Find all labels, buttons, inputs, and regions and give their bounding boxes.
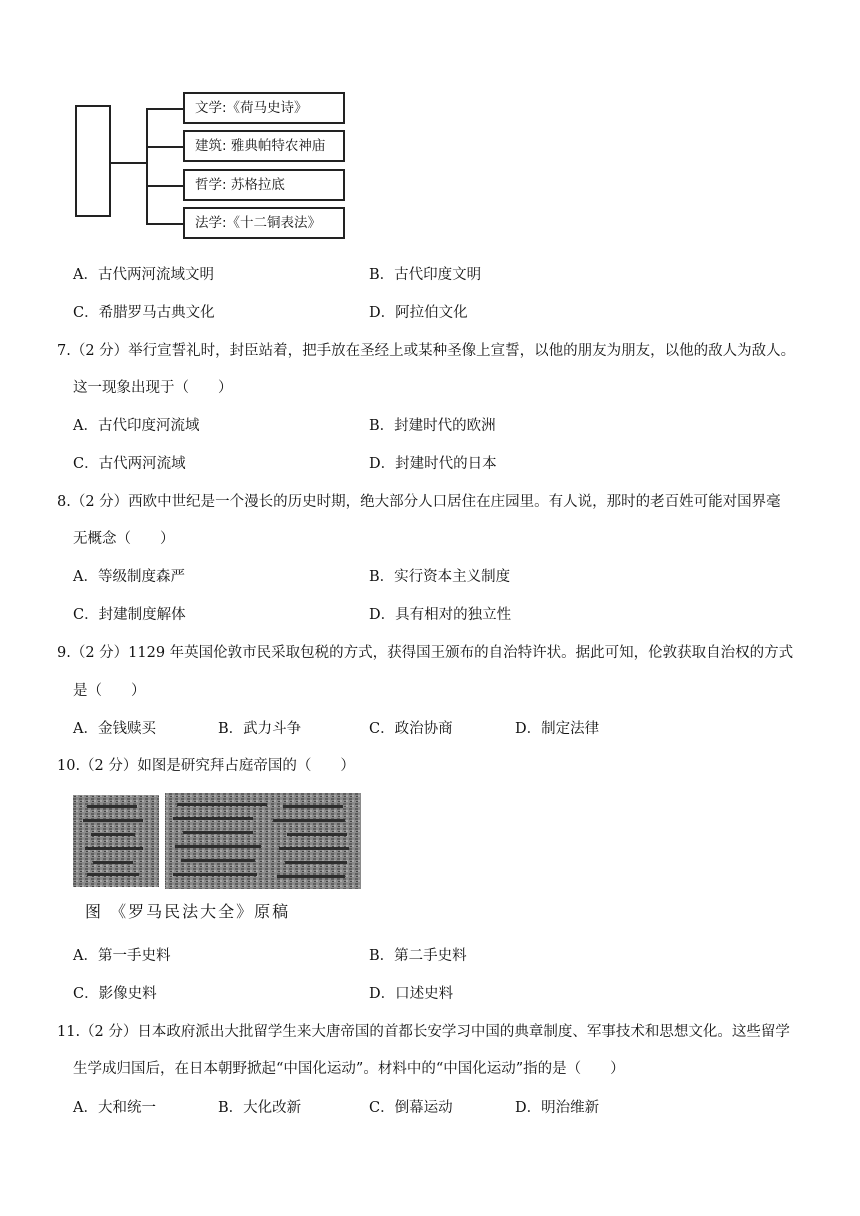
q11-option-c[interactable]: C．倒幕运动 <box>369 1100 453 1116</box>
q7-option-b[interactable]: B．封建时代的欧洲 <box>369 418 496 434</box>
q9-option-a[interactable]: A．金钱赎买 <box>73 721 156 737</box>
diagram-item-philosophy: 哲学: 苏格拉底 <box>183 169 345 201</box>
q7-option-d[interactable]: D．封建时代的日本 <box>369 456 497 472</box>
q7-option-a[interactable]: A．古代印度河流域 <box>73 418 200 434</box>
q9-stem-line2: 是（ ） <box>73 683 146 699</box>
q11-stem-line1: 11.（2 分）日本政府派出大批留学生来大唐帝国的首都长安学习中国的典章制度、军事技术和思想文化。这些留学 <box>57 1024 790 1040</box>
q10-option-b[interactable]: B．第二手史料 <box>369 948 467 964</box>
q9-stem-line1: 9.（2 分）1129 年英国伦敦市民采取包税的方式，获得国王颁布的自治特许状。据此可知，伦敦获取自治权的方式 <box>57 645 794 661</box>
q9-option-c[interactable]: C．政治协商 <box>369 721 453 737</box>
q8-option-b[interactable]: B．实行资本主义制度 <box>369 569 511 585</box>
q7-stem-line1: 7.（2 分）举行宣誓礼时，封臣站着，把手放在圣经上或某种圣像上宣誓，以他的朋友为朋友，以他的敌人为敌人。 <box>57 343 796 359</box>
diagram-connector <box>146 146 183 148</box>
diagram-connector <box>146 223 183 225</box>
diagram-blank-box <box>75 105 111 217</box>
manuscript-photo <box>73 793 361 889</box>
q10-option-c[interactable]: C．影像史料 <box>73 986 157 1002</box>
q6-option-a[interactable]: A．古代两河流域文明 <box>73 267 214 283</box>
q7-stem-line2: 这一现象出现于（ ） <box>73 380 233 396</box>
q11-option-b[interactable]: B．大化改新 <box>218 1100 302 1116</box>
q8-option-c[interactable]: C．封建制度解体 <box>73 607 186 623</box>
q10-option-a[interactable]: A．第一手史料 <box>73 948 171 964</box>
q8-option-d[interactable]: D．具有相对的独立性 <box>369 607 512 623</box>
q8-stem-line2: 无概念（ ） <box>73 531 175 547</box>
manuscript-caption: 图 《罗马民法大全》原稿 <box>85 902 291 921</box>
q9-option-b[interactable]: B．武力斗争 <box>218 721 302 737</box>
q6-option-c[interactable]: C．希腊罗马古典文化 <box>73 305 215 321</box>
q11-option-a[interactable]: A．大和统一 <box>73 1100 156 1116</box>
q8-option-a[interactable]: A．等级制度森严 <box>73 569 185 585</box>
q11-option-d[interactable]: D．明治维新 <box>515 1100 600 1116</box>
diagram-connector <box>146 185 183 187</box>
diagram-item-law: 法学:《十二铜表法》 <box>183 207 345 239</box>
q6-option-b[interactable]: B．古代印度文明 <box>369 267 482 283</box>
diagram-connector <box>146 108 148 223</box>
diagram-item-literature: 文学:《荷马史诗》 <box>183 92 345 124</box>
q11-stem-line2: 生学成归国后，在日本朝野掀起“中国化运动”。材料中的“中国化运动”指的是（ ） <box>73 1061 625 1077</box>
q10-option-d[interactable]: D．口述史料 <box>369 986 454 1002</box>
q9-option-d[interactable]: D．制定法律 <box>515 721 600 737</box>
q6-option-d[interactable]: D．阿拉伯文化 <box>369 305 468 321</box>
q7-option-c[interactable]: C．古代两河流域 <box>73 456 186 472</box>
diagram-item-architecture: 建筑: 雅典帕特农神庙 <box>183 130 345 162</box>
q8-stem-line1: 8.（2 分）西欧中世纪是一个漫长的历史时期，绝大部分人口居住在庄园里。有人说，那时的老百姓可能对国界毫 <box>57 494 781 510</box>
q10-stem-line1: 10.（2 分）如图是研究拜占庭帝国的（ ） <box>57 758 355 774</box>
diagram-connector <box>111 162 147 164</box>
diagram-connector <box>146 108 183 110</box>
